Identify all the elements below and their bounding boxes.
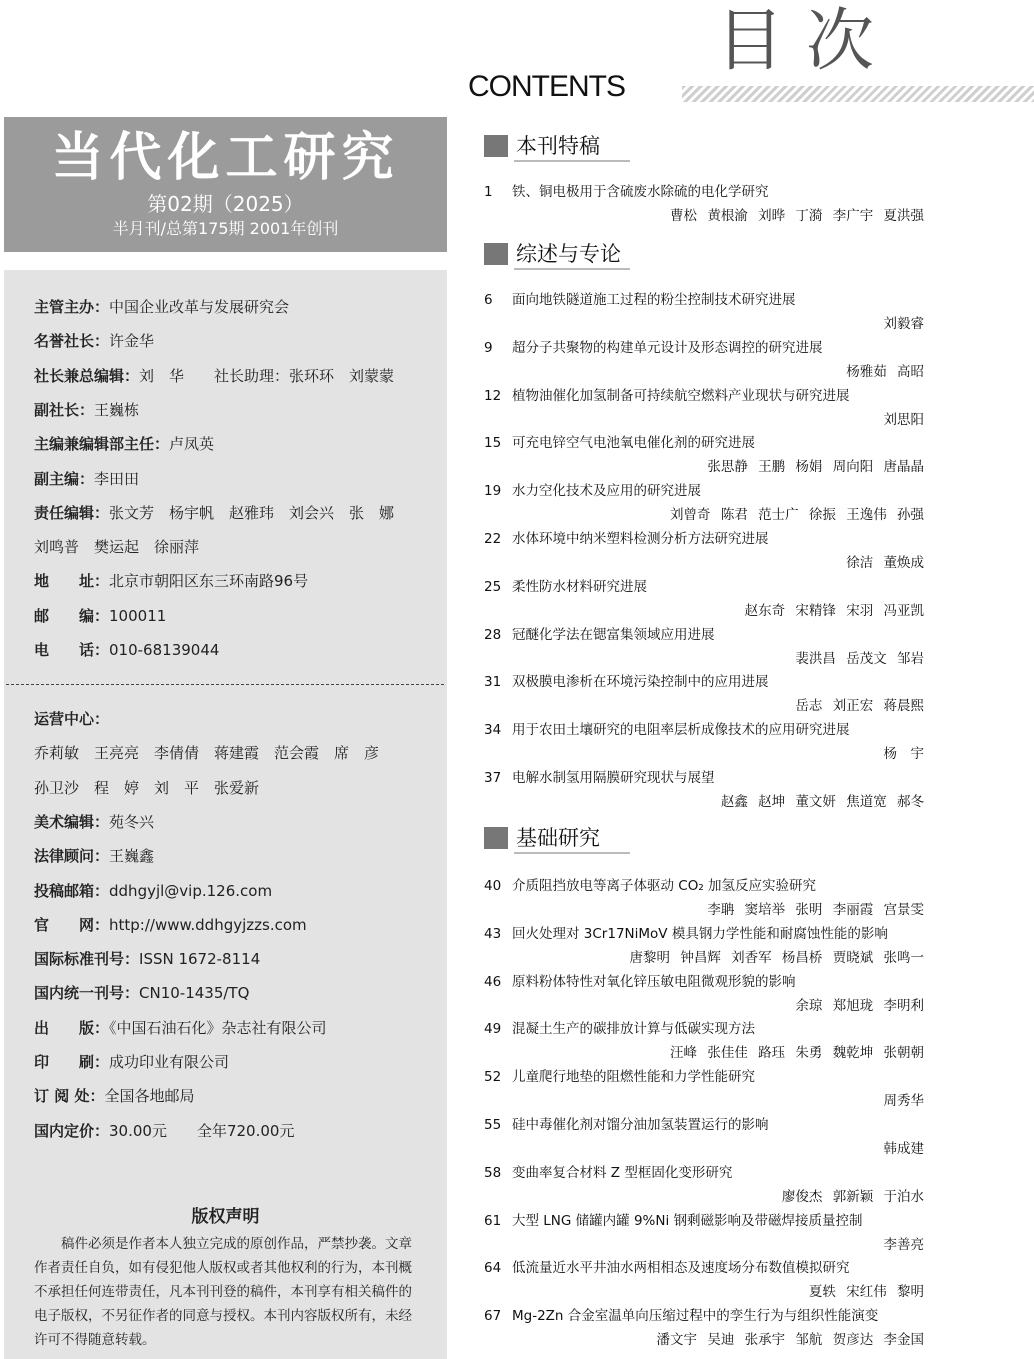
contents-heading: CONTENTS: [468, 70, 625, 103]
magazine-name: 当代化工研究: [51, 127, 400, 188]
info-row: [34, 1017, 327, 1038]
article-title-text: 混凝土生产的碳排放计算与低碳实现方法: [512, 1021, 755, 1038]
article-page: 6: [484, 292, 493, 308]
info-row: [34, 570, 308, 591]
article-title-text: 介质阻挡放电等离子体驱动 CO₂ 加氢反应实验研究: [512, 878, 817, 894]
article-title-text: 电解水制氢用隔膜研究现状与展望: [512, 770, 715, 786]
article-authors: 唐黎明 钟昌辉 刘香军 杨昌桥 贾晓斌 张鸣一: [629, 949, 924, 966]
article-authors: 余琼 郑旭珑 李明利: [795, 997, 924, 1014]
article-title[interactable]: [484, 874, 816, 894]
article-page: 49: [484, 1021, 502, 1038]
article-authors: 裴洪昌 岳茂文 邹岩: [795, 650, 924, 667]
article-page: 46: [484, 973, 502, 990]
info-value: 张文芳 杨宇帆 赵雅玮 刘会兴 张 娜: [109, 503, 395, 522]
info-row: [34, 845, 154, 866]
article-title[interactable]: [484, 766, 715, 786]
info-value: 北京市朝阳区东三环南路96号: [109, 572, 309, 591]
article-page: 43: [484, 925, 502, 942]
article-title[interactable]: [484, 479, 701, 499]
info-label: 副主编：: [34, 469, 95, 488]
info-row: [34, 880, 272, 901]
article-page: 28: [484, 626, 502, 643]
info-label: 国内定价：: [34, 1121, 110, 1140]
article-authors: 李善亮: [883, 1236, 924, 1253]
article-authors: 刘曾奇 陈君 范士广 徐振 王逸伟 孙强: [670, 507, 924, 524]
info-row: [34, 639, 219, 660]
article-title[interactable]: [484, 922, 888, 942]
info-label: 美术编辑：: [34, 812, 110, 831]
info-label: 电 话：: [34, 641, 110, 659]
article-title[interactable]: [484, 1017, 755, 1037]
info-value: 孙卫沙 程 婷 刘 平 张爱新: [34, 778, 260, 797]
info-value: 中国企业改革与发展研究会: [109, 298, 290, 316]
info-value: 《中国石油石化》杂志社有限公司: [109, 1018, 327, 1037]
info-label: 官 网：: [34, 915, 110, 934]
decorative-stripe: [682, 86, 1034, 102]
info-value: 王巍鑫: [109, 847, 155, 866]
article-title-text: 冠醚化学法在锶富集领域应用进展: [512, 626, 715, 643]
article-title[interactable]: [484, 431, 755, 451]
article-title-text: 铁、铜电极用于含硫废水除硫的电化学研究: [512, 184, 769, 200]
info-label: 出 版：: [34, 1018, 110, 1037]
section-marker: [484, 135, 508, 157]
article-page: 37: [484, 770, 502, 786]
article-title[interactable]: [484, 527, 769, 547]
info-label: 国际标准刊号：: [34, 950, 140, 969]
info-label: 法律顾问：: [34, 847, 110, 866]
section-marker: [484, 243, 508, 265]
article-page: 67: [484, 1308, 502, 1325]
info-label: 主管主办：: [34, 298, 110, 316]
copyright-text: 稿件必须是作者本人独立完成的原创作品，严禁抄袭。文章作者责任自负，如有侵犯他人版权或者其他权利的行为，本刊概不承担任何连带责任，凡本刊刊登的稿件，本刊享有相关稿件的电子版权，不另征作者的同意与授权。本刊内容版权所有，未经许可不得随意转载。: [34, 1236, 412, 1348]
article-title-text: 儿童爬行地垫的阻燃性能和力学性能研究: [512, 1069, 755, 1086]
article-title-text: 用于农田土壤研究的电阻率层析成像技术的应用研究进展: [512, 722, 850, 739]
article-title[interactable]: [484, 670, 769, 690]
article-title[interactable]: [484, 1161, 732, 1181]
article-title[interactable]: [484, 970, 796, 990]
info-row: [34, 365, 394, 386]
info-value: http://www.ddhgyjzzs.com: [109, 915, 307, 934]
article-authors: 杨雅茹 高昭: [846, 363, 924, 380]
article-page: 52: [484, 1069, 502, 1086]
info-label: 主编兼编辑部主任：: [34, 435, 170, 454]
info-value: 刘鸣普 樊运起 徐丽萍: [34, 538, 200, 557]
info-row: [34, 433, 214, 454]
info-row: [34, 296, 289, 317]
section-underline: [514, 852, 630, 854]
info-label: 地 址：: [34, 572, 110, 591]
issue-number: 第02期（2025）: [147, 192, 304, 216]
article-page: 55: [484, 1117, 502, 1133]
info-value: 许金华: [109, 332, 155, 351]
info-row: [34, 811, 154, 832]
article-title[interactable]: [484, 718, 850, 738]
article-title-text: 双极膜电渗析在环境污染控制中的应用进展: [512, 674, 769, 691]
article-page: 25: [484, 578, 502, 595]
info-label: 副社长：: [34, 400, 95, 419]
article-title-text: 回火处理对 3Cr17NiMoV 模具钢力学性能和耐腐蚀性能的影响: [512, 925, 888, 942]
info-value: 卢凤英: [169, 435, 215, 454]
article-title[interactable]: [484, 180, 769, 200]
article-title-text: 柔性防水材料研究进展: [512, 578, 647, 595]
mulu-heading: 目次: [716, 2, 897, 81]
article-title[interactable]: [484, 1113, 769, 1133]
article-authors: 张思静 王鹏 杨娟 周向阳 唐晶晶: [707, 459, 924, 476]
article-title[interactable]: [484, 1304, 878, 1324]
info-row: [34, 536, 199, 557]
article-authors: 廖俊杰 郭新颖 于泊水: [781, 1188, 924, 1205]
article-title[interactable]: [484, 336, 823, 356]
article-page: 58: [484, 1164, 502, 1181]
article-title-text: 超分子共聚物的构建单元设计及形态调控的研究进展: [512, 339, 823, 356]
info-row: [34, 914, 307, 935]
info-row: [34, 982, 249, 1003]
info-row: [34, 1051, 229, 1072]
article-title-text: 原料粉体特性对氧化锌压敏电阻微观形貌的影响: [512, 973, 796, 990]
article-title-text: 植物油催化加氢制备可持续航空燃料产业现状与研究进展: [512, 387, 850, 404]
info-value: 成功印业有限公司: [109, 1053, 230, 1071]
article-page: 34: [484, 722, 502, 739]
article-title-text: 大型 LNG 储罐内罐 9%Ni 钢剩磁影响及带磁焊接质量控制: [512, 1212, 863, 1229]
info-label: 社长兼总编辑：: [34, 366, 140, 385]
article-authors: 曹松 黄根渝 刘晔 丁漪 李广宇 夏洪强: [670, 208, 924, 224]
article-title[interactable]: [484, 1256, 850, 1276]
article-page: 61: [484, 1212, 502, 1229]
article-page: 15: [484, 435, 502, 452]
info-label: 国内统一刊号：: [34, 984, 140, 1003]
info-value: 30.00元 全年720.00元: [109, 1121, 295, 1140]
section-title: 本刊特稿: [516, 134, 600, 158]
article-page: 31: [484, 674, 502, 691]
info-row: [34, 708, 109, 729]
article-page: 9: [484, 339, 493, 356]
info-row: [34, 502, 394, 523]
article-authors: 周秀华: [883, 1093, 924, 1110]
article-title-text: 面向地铁隧道施工过程的粉尘控制技术研究进展: [512, 292, 796, 308]
article-authors: 徐洁 董焕成: [846, 555, 924, 571]
article-authors: 赵东奇 宋精锋 宋羽 冯亚凯: [744, 602, 924, 619]
article-title[interactable]: [484, 1209, 863, 1229]
article-title[interactable]: [484, 384, 850, 404]
article-authors: 韩成建: [883, 1141, 924, 1157]
article-title-text: 硅中毒催化剂对馏分油加氢装置运行的影响: [512, 1117, 769, 1133]
article-title-text: 可充电锌空气电池氧电催化剂的研究进展: [512, 435, 755, 452]
info-label: 邮 编：: [34, 606, 110, 625]
section-underline: [514, 268, 630, 270]
article-authors: 刘思阳: [883, 411, 924, 428]
info-label: 责任编辑：: [34, 503, 110, 522]
section-title: 基础研究: [516, 826, 600, 850]
article-page: 12: [484, 387, 502, 404]
info-value: ISSN 1672-8114: [139, 950, 261, 969]
article-authors: 赵鑫 赵坤 董文妍 焦道宽 郝冬: [720, 794, 924, 810]
info-value: ddhgyjl@vip.126.com: [109, 881, 273, 900]
article-page: 19: [484, 483, 502, 500]
article-authors: 刘毅睿: [883, 316, 924, 332]
info-row: [34, 777, 259, 798]
article-title-text: 变曲率复合材料 Z 型框固化变形研究: [512, 1164, 733, 1181]
article-authors: 李聃 窦培举 张明 李丽霞 宫景雯: [707, 902, 924, 918]
info-value: 全国各地邮局: [104, 1087, 195, 1106]
info-value: 100011: [109, 606, 167, 625]
info-row: [34, 605, 166, 626]
divider: [6, 684, 444, 685]
info-value: 010-68139044: [109, 641, 220, 659]
article-authors: 汪峰 张佳佳 路珏 朱勇 魏乾坤 张朝朝: [670, 1045, 924, 1062]
info-value: 刘 华 社长助理：张环环 刘蒙蒙: [139, 366, 395, 385]
info-label: 订 阅 处：: [34, 1087, 105, 1106]
info-row: [34, 468, 139, 489]
article-title[interactable]: [484, 288, 796, 308]
info-label: 名誉社长：: [34, 332, 110, 351]
article-title[interactable]: [484, 623, 715, 643]
info-label: 运营中心：: [34, 710, 110, 728]
copyright-title: 版权声明: [191, 1207, 260, 1227]
article-authors: 岳志 刘正宏 蒋晨熙: [795, 698, 924, 715]
info-row: [34, 948, 260, 969]
info-row: [34, 399, 139, 420]
article-page: 40: [484, 878, 502, 894]
article-page: 22: [484, 531, 502, 547]
article-page: 1: [484, 184, 493, 200]
info-label: 投稿邮箱：: [34, 881, 110, 900]
article-authors: 杨 宇: [883, 746, 924, 763]
article-title[interactable]: [484, 575, 647, 595]
info-value: 李田田: [94, 469, 140, 488]
section-title: 综述与专论: [516, 242, 621, 266]
info-row: [34, 1120, 294, 1141]
info-value: CN10-1435/TQ: [139, 984, 250, 1003]
issue-subtitle: 半月刊/总第175期 2001年创刊: [112, 219, 339, 238]
article-title-text: Mg-2Zn 合金室温单向压缩过程中的孪生行为与组织性能演变: [512, 1308, 879, 1325]
article-title-text: 低流量近水平井油水两相相态及速度场分布数值模拟研究: [512, 1260, 850, 1277]
article-page: 64: [484, 1260, 502, 1277]
info-value: 苑冬兴: [109, 812, 155, 831]
article-title[interactable]: [484, 1065, 755, 1085]
info-value: 乔莉敏 王亮亮 李倩倩 蒋建霞 范会霞 席 彦: [34, 744, 380, 763]
section-underline: [514, 160, 630, 162]
section-marker: [484, 827, 508, 849]
article-authors: 夏轶 宋红伟 黎明: [808, 1284, 924, 1301]
article-title-text: 水体环境中纳米塑料检测分析方法研究进展: [512, 531, 769, 547]
masthead: [4, 117, 447, 252]
info-label: 印 刷：: [34, 1053, 110, 1071]
info-row: [34, 1085, 194, 1106]
info-row: [34, 330, 154, 351]
info-value: 王巍栋: [94, 400, 140, 419]
info-row: [34, 742, 379, 763]
article-authors: 潘文宇 吴迪 张承宇 邹航 贺彦达 李金国: [656, 1332, 924, 1349]
article-title-text: 水力空化技术及应用的研究进展: [512, 483, 701, 500]
